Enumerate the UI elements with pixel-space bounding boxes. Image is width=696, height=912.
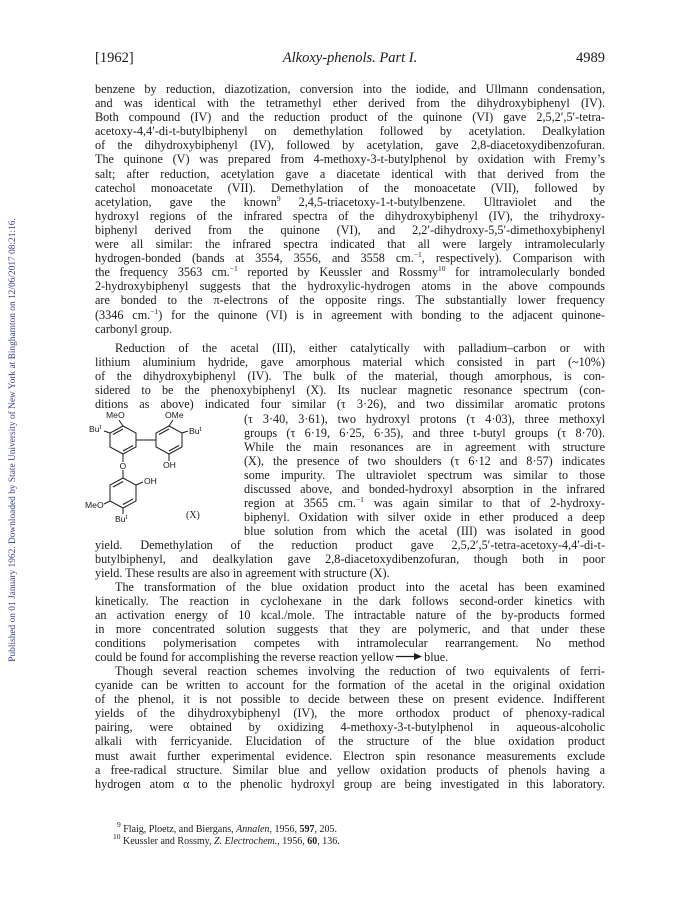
text-line: kinetically. The reaction in cyclohexane in the dark follows second-order kinetics with <box>95 594 605 609</box>
tbutyl-label <box>89 424 102 434</box>
text-line: of the phenol, it is not possible to decide between these on present evidence. Indifferent <box>95 692 605 707</box>
text-line: biphenyl. Oxidation with silver oxide in ether produced a deep <box>244 510 605 525</box>
text-line: salt; after reduction, acetylation gave a diacetate identical with that derived from the <box>95 166 605 181</box>
text-line: and was identical with the tetramethyl ether derived from the dihydroxybiphenyl (IV). <box>95 96 605 111</box>
text-line: pairing, were obtained by oxidizing 4-methoxy-3-t-butylphenol in aqueous-alcoholic <box>95 720 605 735</box>
lower-benzene-ring <box>110 478 136 508</box>
footnote-9 <box>117 820 340 836</box>
text-line: in more concentrated solution suggests that they are polymeric, and that under these <box>95 622 605 637</box>
methoxy-label: MeO <box>85 500 104 510</box>
page-header <box>95 50 605 72</box>
text-line: conditions polymerisation competes with intramolecular rearrangement. No method <box>95 636 605 651</box>
text-line: some impurity. The ultraviolet spectrum was similar to those <box>244 467 605 482</box>
tbutyl-label <box>189 426 202 436</box>
footnote-volume: 597 <box>299 824 315 835</box>
download-notice-text: Published on 01 January 1962. Downloaded by State University of New York at Binghamton on 12/06/2017 08:21:16. <box>8 218 18 662</box>
tbutyl-label-sup: t <box>199 426 202 433</box>
paragraph-2-wrap <box>244 412 605 539</box>
footnote-volume: 60 <box>307 836 318 848</box>
text-line: hydrogen atom α to the phenolic hydroxyl group are being investigated in this laboratory. <box>95 776 605 791</box>
text-line <box>95 251 605 265</box>
text-span: was again similar to that of 2-hydroxy- <box>363 496 605 511</box>
compound-label: (X) <box>186 510 200 521</box>
text-line: Both compound (IV) and the reduction product of the quinone (VI) gave 2,5,2′,5′-tetra- <box>95 110 605 125</box>
text-line: cyanide can be written to account for the formation of the acetal in the original oxidation <box>95 678 605 693</box>
text-line: benzene by reduction, diazotization, conversion into the iodide, and Ullmann condensation, <box>95 82 605 96</box>
paragraph-3 <box>95 580 605 665</box>
tbutyl-label-main: Bu <box>189 426 200 436</box>
methoxy-label: OMe <box>165 410 184 420</box>
text-span: acetylation, gave the known <box>95 194 277 209</box>
text-span: hydrogen-bonded (bands at 3554, 3556, and 3558 cm. <box>95 251 414 266</box>
footnote-year: , 1956, <box>269 824 300 835</box>
superscript: −1 <box>150 306 159 316</box>
paragraph-1 <box>95 82 605 336</box>
text-line <box>95 265 605 279</box>
text-line: lithium aluminium hydride, gave amorphous material which consisted in part (~10%) <box>95 355 605 370</box>
footnote-authors: Flaig, Ploetz, and Biergans, <box>120 824 237 835</box>
text-line: Though several reaction schemes involving the reduction of two equivalents of ferri- <box>115 664 605 678</box>
footnote-pages: , 205. <box>314 824 337 835</box>
text-line: are bonded to the π-electrons of the opposite rings. The substantially lower frequency <box>95 293 605 308</box>
hydroxyl-label: OH <box>144 476 157 486</box>
text-line: groups (τ 6·19, 6·25, 6·35), and three t-butyl groups (τ 8·70). <box>244 425 605 440</box>
footnote-year: , 1956, <box>277 836 308 848</box>
text-span: , respectively). Comparison with <box>421 251 605 266</box>
footnote-journal: Z. Electrochem. <box>214 836 278 848</box>
text-line: acetoxy-4,4′-di-t-butylbiphenyl on demethylation followed by acetylation. Dealkylation <box>95 124 605 139</box>
tbutyl-label-sup: t <box>99 424 102 431</box>
text-span: ) for the quinone (VI) is in agreement with bonding to the adjacent quinone- <box>158 307 605 322</box>
text-line: must await further experimental evidence. Electron spin resonance measurements exclude <box>95 748 605 763</box>
ether-oxygen-label: O <box>119 461 127 471</box>
superscript: −1 <box>229 264 238 274</box>
text-line: butylbiphenyl, and dealkylation gave 2,8-diacetoxydibenzofuran, though both in poor <box>95 552 605 567</box>
text-span: 2,4,5-triacetoxy-1-t-butylbenzene. Ultraviolet and the <box>280 194 605 209</box>
text-line: hydroxyl regions of the infrared spectra of the dihydroxybiphenyl (IV), the trihydroxy- <box>95 208 605 223</box>
footnote-authors: Keussler and Rossmy, <box>120 836 215 848</box>
text-span: the frequency 3563 cm. <box>95 265 230 280</box>
text-line: discussed above, and bonded-hydroxyl absorption in the infrared <box>244 481 605 496</box>
tbutyl-label-sup: t <box>125 514 128 521</box>
header-title: Alkoxy-phenols. Part I. <box>282 50 418 66</box>
header-year: [1962] <box>95 50 134 66</box>
superscript: −1 <box>413 250 422 260</box>
right-arrow-icon <box>395 652 423 661</box>
left-benzene-ring <box>110 426 136 454</box>
tbutyl-label-main: Bu <box>89 424 100 434</box>
text-line: Reduction of the acetal (III), either catalytically with palladium–carbon or with <box>115 341 605 355</box>
text-line: carbonyl group. <box>95 321 173 336</box>
text-line: 2-hydroxybiphenyl suggests that the hydroxylic-hydrogen atoms in the above compounds <box>95 279 605 294</box>
structure-drawing <box>85 410 233 530</box>
text-line: yield. Demethylation of the reduction product gave 2,5,2′,5′-tetra-acetoxy-4,4′-di-t- <box>95 538 605 552</box>
text-line: of the dihydroxybiphenyl (IV), followed by acetylation, gave 2,8-diacetoxydibenzofuran. <box>95 138 605 153</box>
footnote-number: 9 <box>117 820 121 829</box>
text-line: catechol monoacetate (VII). Demethylation of the monoacetate (VII), followed by <box>95 180 605 195</box>
text-line: a free-radical structure. Similar blue and yellow oxidation products of phenols having a <box>95 762 605 777</box>
methoxy-label: MeO <box>106 410 125 420</box>
tbutyl-label-main: Bu <box>115 514 126 524</box>
text-line: While the main resonances are in agreement with structure <box>244 439 605 454</box>
text-span: region at 3565 cm. <box>244 496 356 511</box>
text-line: of the dihydroxybiphenyl (IV). The bulk of the material, though amorphous, is con- <box>95 369 605 384</box>
text-line <box>95 195 605 209</box>
text-line: The transformation of the blue oxidation product into the acetal has been examined <box>115 580 605 594</box>
reference-9: 9 <box>276 193 281 203</box>
text-line <box>95 650 605 664</box>
paragraph-4 <box>95 664 605 791</box>
footnote-10 <box>113 832 340 848</box>
text-line: an activation energy of 10 kcal./mole. The intractable nature of the by-products formed <box>95 608 605 623</box>
text-line: (τ 3·40, 3·61), two hydroxyl protons (τ 4·03), three methoxyl <box>244 411 605 426</box>
paragraph-2-end <box>95 538 605 580</box>
footnote-number: 10 <box>113 832 121 842</box>
text-line <box>244 496 605 510</box>
footnote-journal: Annalen <box>236 824 270 835</box>
text-line: blue solution from which the acetal (III) was isolated in good <box>244 524 605 539</box>
text-line: sidered to be the phenoxybiphenyl (X). Its nuclear magnetic resonance spectrum (con- <box>95 383 605 398</box>
superscript: −1 <box>355 495 364 505</box>
text-span: blue. <box>424 650 449 665</box>
hydroxyl-label: OH <box>163 460 176 470</box>
text-line: yields of the dihydroxybiphenyl (IV), the more orthodox product of phenoxy-radical <box>95 706 605 721</box>
text-line: (X), the presence of two shoulders (τ 6·12 and 8·57) indicates <box>244 453 605 468</box>
download-notice <box>0 60 26 860</box>
text-span: (3346 cm. <box>95 307 151 322</box>
paragraph-2 <box>95 341 605 411</box>
text-span: reported by Keussler and Rossmy <box>237 265 439 280</box>
tbutyl-label <box>115 514 128 524</box>
chemical-structure-x <box>85 410 233 530</box>
text-span: for intramolecularly bonded <box>445 265 605 280</box>
page-number: 4989 <box>576 50 605 66</box>
text-line <box>95 308 605 322</box>
text-line: biphenyl derived from the quinone (VI), and 2,2′-dihydroxy-5,5′-dimethoxybiphenyl <box>95 222 605 237</box>
footnotes <box>113 820 340 848</box>
right-benzene-ring <box>156 426 182 454</box>
text-line: yield. These results are also in agreement with structure (X). <box>95 566 390 581</box>
text-line: The quinone (V) was prepared from 4-methoxy-3-t-butylphenol by oxidation with Fremy’s <box>95 152 605 167</box>
text-span: could be found for accomplishing the reverse reaction yellow <box>95 650 395 665</box>
text-line: were all similar: the infrared spectra indicated that all were largely intramolecularly <box>95 237 605 252</box>
footnote-pages: , 136. <box>317 836 340 848</box>
text-line: ditions as above) indicated four similar (τ 3·26), and two dissimilar aromatic protons <box>95 397 605 412</box>
text-line: alkali with ferricyanide. Elucidation of the structure of the blue oxidation product <box>95 734 605 749</box>
reference-10: 10 <box>438 264 446 274</box>
